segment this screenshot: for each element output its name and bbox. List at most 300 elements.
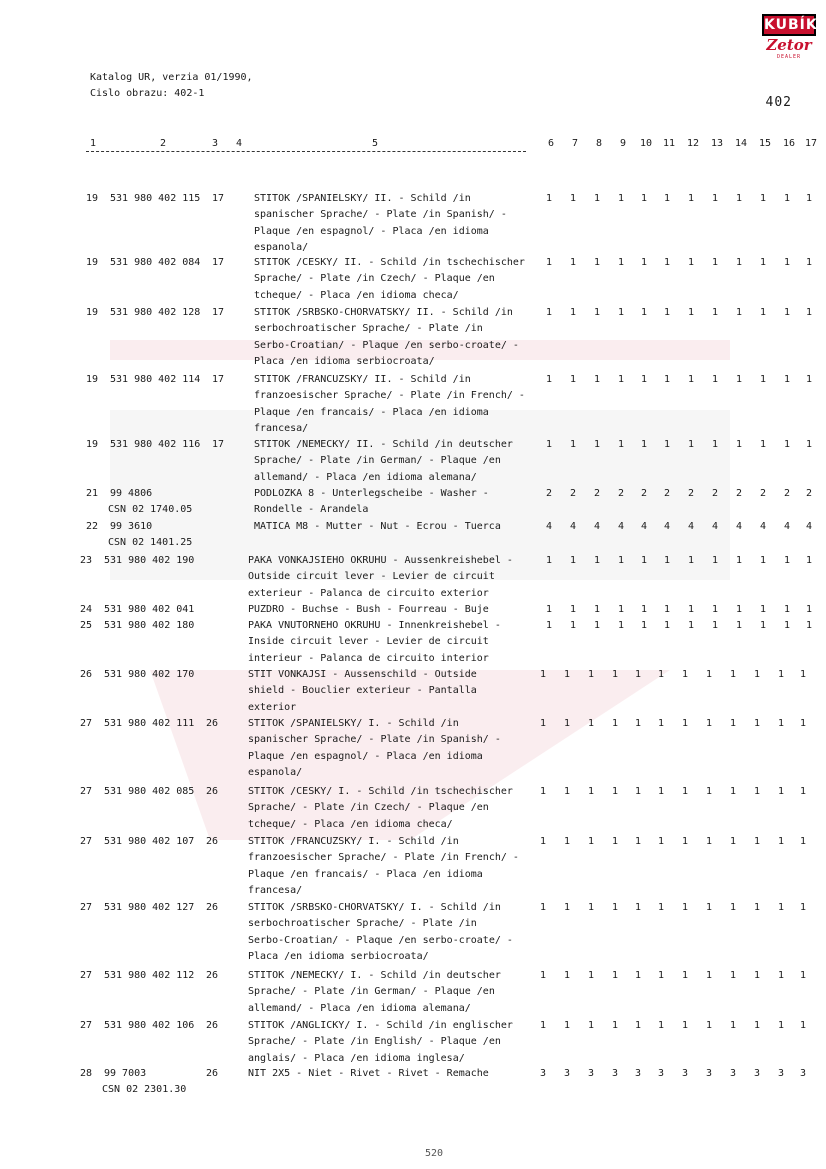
position-number: 22 xyxy=(85,521,98,532)
quantity-cell: 1 xyxy=(805,374,813,385)
quantity-cell: 1 xyxy=(805,604,813,615)
quantity-cell: 1 xyxy=(687,257,695,268)
quantity-cell: 1 xyxy=(687,307,695,318)
quantity-cell: 1 xyxy=(729,669,737,680)
reference-position: 17 xyxy=(212,307,225,318)
quantity-cell: 1 xyxy=(681,718,689,729)
quantity-cell: 1 xyxy=(777,836,785,847)
quantity-cell: 1 xyxy=(634,786,642,797)
quantity-cell: 4 xyxy=(783,521,791,532)
quantity-cell: 1 xyxy=(783,307,791,318)
part-description: STITOK /FRANCUZSKY/ II. - Schild /in franzoesischer Sprache/ - Plate /in French/ - Plaque /en francais/ - Placa /en idioma francesa/ xyxy=(254,374,525,434)
quantity-cell: 1 xyxy=(805,620,813,631)
quantity-cell: 3 xyxy=(563,1068,571,1079)
quantity-cell: 1 xyxy=(663,555,671,566)
quantity-cell: 3 xyxy=(729,1068,737,1079)
quantity-cell: 2 xyxy=(593,488,601,499)
quantity-cell: 3 xyxy=(753,1068,761,1079)
quantity-cell: 1 xyxy=(593,193,601,204)
quantity-cell: 1 xyxy=(545,555,553,566)
quantity-cell: 1 xyxy=(735,193,743,204)
quantity-cell: 1 xyxy=(681,902,689,913)
quantity-cell: 1 xyxy=(640,439,648,450)
quantity-cell: 1 xyxy=(563,1020,571,1031)
quantity-cell: 1 xyxy=(777,902,785,913)
quantity-cell: 1 xyxy=(783,439,791,450)
quantity-cell: 1 xyxy=(663,604,671,615)
position-number: 27 xyxy=(79,786,92,797)
reference-position: 26 xyxy=(206,970,219,981)
quantity-cell: 1 xyxy=(569,193,577,204)
quantity-cell: 1 xyxy=(759,374,767,385)
reference-position: 17 xyxy=(212,193,225,204)
part-description: NIT 2X5 - Niet - Rivet - Rivet - Remache xyxy=(248,1068,489,1079)
quantity-cell: 1 xyxy=(611,1020,619,1031)
standard-number: CSN 02 2301.30 xyxy=(102,1084,187,1095)
quantity-cell: 1 xyxy=(545,604,553,615)
quantity-cell: 3 xyxy=(799,1068,807,1079)
quantity-cell: 1 xyxy=(657,902,665,913)
quantity-cell: 1 xyxy=(777,786,785,797)
quantity-cell: 1 xyxy=(563,718,571,729)
quantity-cell: 1 xyxy=(729,970,737,981)
quantity-cell: 1 xyxy=(587,786,595,797)
part-number: 531 980 402 190 xyxy=(104,555,195,566)
quantity-cell: 1 xyxy=(617,193,625,204)
position-number: 27 xyxy=(79,836,92,847)
quantity-cell: 1 xyxy=(587,970,595,981)
quantity-cell: 1 xyxy=(593,257,601,268)
quantity-cell: 1 xyxy=(753,786,761,797)
quantity-cell: 1 xyxy=(711,307,719,318)
quantity-cell: 1 xyxy=(539,669,547,680)
part-number: 531 980 402 128 xyxy=(110,307,201,318)
quantity-cell: 1 xyxy=(640,257,648,268)
quantity-cell: 4 xyxy=(593,521,601,532)
quantity-cell: 1 xyxy=(569,620,577,631)
quantity-cell: 3 xyxy=(634,1068,642,1079)
quantity-cell: 1 xyxy=(640,555,648,566)
logo-dealer-text: DEALER xyxy=(776,54,802,60)
part-description: STITOK /CESKY/ II. - Schild /in tschechischer Sprache/ - Plate /in Czech/ - Plaque /en tcheque/ - Placa /en idioma checa/ xyxy=(254,257,525,301)
quantity-cell: 1 xyxy=(657,718,665,729)
quantity-cell: 1 xyxy=(587,669,595,680)
quantity-cell: 1 xyxy=(657,1020,665,1031)
quantity-cell: 4 xyxy=(735,521,743,532)
quantity-cell: 1 xyxy=(759,439,767,450)
quantity-cell: 1 xyxy=(711,620,719,631)
quantity-cell: 1 xyxy=(617,620,625,631)
part-description: MATICA M8 - Mutter - Nut - Ecrou - Tuerca xyxy=(254,521,501,532)
part-number: 531 980 402 116 xyxy=(110,439,201,450)
quantity-cell: 1 xyxy=(777,1020,785,1031)
quantity-cell: 2 xyxy=(640,488,648,499)
standard-number: CSN 02 1401.25 xyxy=(108,537,193,548)
quantity-cell: 1 xyxy=(805,193,813,204)
column-header: 12 xyxy=(687,138,700,149)
quantity-cell: 1 xyxy=(687,604,695,615)
quantity-cell: 1 xyxy=(705,786,713,797)
quantity-cell: 1 xyxy=(663,193,671,204)
quantity-cell: 1 xyxy=(569,257,577,268)
quantity-cell: 1 xyxy=(640,307,648,318)
quantity-cell: 2 xyxy=(663,488,671,499)
quantity-cell: 1 xyxy=(663,439,671,450)
quantity-cell: 1 xyxy=(634,902,642,913)
position-number: 25 xyxy=(79,620,92,631)
position-number: 28 xyxy=(79,1068,92,1079)
quantity-cell: 1 xyxy=(729,1020,737,1031)
quantity-cell: 1 xyxy=(759,257,767,268)
quantity-cell: 1 xyxy=(617,307,625,318)
quantity-cell: 3 xyxy=(777,1068,785,1079)
quantity-cell: 1 xyxy=(783,257,791,268)
quantity-cell: 1 xyxy=(569,374,577,385)
quantity-cell: 1 xyxy=(634,669,642,680)
quantity-cell: 1 xyxy=(545,439,553,450)
quantity-cell: 1 xyxy=(563,970,571,981)
quantity-cell: 1 xyxy=(759,555,767,566)
quantity-cell: 1 xyxy=(657,970,665,981)
quantity-cell: 1 xyxy=(805,439,813,450)
quantity-cell: 1 xyxy=(805,555,813,566)
quantity-cell: 1 xyxy=(687,439,695,450)
logo-zetor-text: Zetor xyxy=(766,36,812,54)
part-number: 531 980 402 041 xyxy=(104,604,195,615)
quantity-cell: 1 xyxy=(611,970,619,981)
part-description: STITOK /SRBSKO-CHORVATSKY/ I. - Schild /in serbochroatischer Sprache/ - Plate /in Serbo-Croatian/ - Plaque /en serbo-croate/ - Placa /en idioma serbiocroata/ xyxy=(248,902,513,962)
quantity-cell: 1 xyxy=(753,1020,761,1031)
quantity-cell: 1 xyxy=(799,836,807,847)
quantity-cell: 1 xyxy=(783,555,791,566)
quantity-cell: 1 xyxy=(657,836,665,847)
quantity-cell: 1 xyxy=(663,620,671,631)
quantity-cell: 1 xyxy=(705,836,713,847)
position-number: 27 xyxy=(79,970,92,981)
quantity-cell: 1 xyxy=(705,718,713,729)
quantity-cell: 1 xyxy=(587,718,595,729)
quantity-cell: 1 xyxy=(735,374,743,385)
quantity-cell: 1 xyxy=(593,374,601,385)
quantity-cell: 1 xyxy=(563,902,571,913)
part-description: PODLOZKA 8 - Unterlegscheibe - Washer - Rondelle - Arandela xyxy=(254,488,489,516)
column-header: 5 xyxy=(372,138,379,149)
part-number: 531 980 402 107 xyxy=(104,836,195,847)
part-description: PAKA VONKAJSIEHO OKRUHU - Aussenkreishebel - Outside circuit lever - Levier de circuit exterieur - Palanca de circuito exterior xyxy=(248,555,513,599)
quantity-cell: 1 xyxy=(663,307,671,318)
position-number: 24 xyxy=(79,604,92,615)
quantity-cell: 1 xyxy=(545,257,553,268)
quantity-cell: 1 xyxy=(539,718,547,729)
quantity-cell: 2 xyxy=(759,488,767,499)
quantity-cell: 1 xyxy=(799,669,807,680)
column-header: 4 xyxy=(236,138,243,149)
quantity-cell: 1 xyxy=(545,620,553,631)
quantity-cell: 1 xyxy=(617,374,625,385)
quantity-cell: 1 xyxy=(711,374,719,385)
quantity-cell: 1 xyxy=(545,307,553,318)
column-header: 9 xyxy=(620,138,627,149)
part-number: 531 980 402 127 xyxy=(104,902,195,913)
quantity-cell: 1 xyxy=(729,786,737,797)
quantity-cell: 4 xyxy=(687,521,695,532)
quantity-cell: 1 xyxy=(735,257,743,268)
quantity-cell: 3 xyxy=(611,1068,619,1079)
reference-position: 26 xyxy=(206,1068,219,1079)
column-header: 7 xyxy=(572,138,579,149)
quantity-cell: 1 xyxy=(545,193,553,204)
part-description: STITOK /SRBSKO-CHORVATSKY/ II. - Schild /in serbochroatischer Sprache/ - Plate /in Serbo-Croatian/ - Plaque /en serbo-croate/ - Placa /en idioma serbiocroata/ xyxy=(254,307,519,367)
part-description: STITOK /SPANIELSKY/ II. - Schild /in spanischer Sprache/ - Plate /in Spanish/ - Plaque /en espagnol/ - Placa /en idioma espanola/ xyxy=(254,193,507,253)
quantity-cell: 1 xyxy=(657,786,665,797)
reference-position: 26 xyxy=(206,902,219,913)
quantity-cell: 1 xyxy=(587,836,595,847)
part-number: 531 980 402 180 xyxy=(104,620,195,631)
quantity-cell: 1 xyxy=(593,604,601,615)
quantity-cell: 2 xyxy=(545,488,553,499)
quantity-cell: 1 xyxy=(634,718,642,729)
quantity-cell: 1 xyxy=(617,439,625,450)
quantity-cell: 4 xyxy=(640,521,648,532)
position-number: 27 xyxy=(79,718,92,729)
column-header: 6 xyxy=(548,138,555,149)
column-header: 17 xyxy=(805,138,818,149)
quantity-cell: 4 xyxy=(569,521,577,532)
quantity-cell: 1 xyxy=(777,970,785,981)
reference-position: 17 xyxy=(212,374,225,385)
reference-position: 17 xyxy=(212,439,225,450)
quantity-cell: 1 xyxy=(681,786,689,797)
column-header: 16 xyxy=(783,138,796,149)
position-number: 19 xyxy=(85,257,98,268)
quantity-cell: 1 xyxy=(799,1020,807,1031)
reference-position: 26 xyxy=(206,1020,219,1031)
quantity-cell: 1 xyxy=(799,718,807,729)
quantity-cell: 4 xyxy=(805,521,813,532)
quantity-cell: 1 xyxy=(593,555,601,566)
quantity-cell: 1 xyxy=(611,669,619,680)
quantity-cell: 3 xyxy=(587,1068,595,1079)
part-number: 531 980 402 084 xyxy=(110,257,201,268)
page-number: 402 xyxy=(765,95,792,110)
quantity-cell: 1 xyxy=(569,307,577,318)
column-header: 2 xyxy=(160,138,167,149)
quantity-cell: 1 xyxy=(681,669,689,680)
part-description: STIT VONKAJSI - Aussenschild - Outside shield - Bouclier exterieur - Pantalla exterior xyxy=(248,669,477,713)
header-divider xyxy=(86,151,526,152)
quantity-cell: 1 xyxy=(681,836,689,847)
quantity-cell: 1 xyxy=(640,193,648,204)
reference-position: 26 xyxy=(206,786,219,797)
position-number: 26 xyxy=(79,669,92,680)
quantity-cell: 1 xyxy=(711,257,719,268)
part-number: 531 980 402 106 xyxy=(104,1020,195,1031)
quantity-cell: 1 xyxy=(593,620,601,631)
column-header: 11 xyxy=(663,138,676,149)
quantity-cell: 1 xyxy=(569,439,577,450)
part-number: 531 980 402 111 xyxy=(104,718,195,729)
quantity-cell: 1 xyxy=(711,555,719,566)
quantity-cell: 1 xyxy=(783,193,791,204)
quantity-cell: 1 xyxy=(563,669,571,680)
column-header: 15 xyxy=(759,138,772,149)
reference-position: 26 xyxy=(206,718,219,729)
quantity-cell: 1 xyxy=(735,555,743,566)
column-header: 10 xyxy=(640,138,653,149)
quantity-cell: 2 xyxy=(783,488,791,499)
quantity-cell: 3 xyxy=(705,1068,713,1079)
part-number: 531 980 402 085 xyxy=(104,786,195,797)
position-number: 19 xyxy=(85,374,98,385)
quantity-cell: 2 xyxy=(617,488,625,499)
quantity-cell: 1 xyxy=(640,374,648,385)
quantity-cell: 1 xyxy=(663,374,671,385)
quantity-cell: 1 xyxy=(587,1020,595,1031)
quantity-cell: 1 xyxy=(587,902,595,913)
footer-number: 520 xyxy=(425,1148,444,1159)
quantity-cell: 1 xyxy=(539,1020,547,1031)
part-number: 531 980 402 112 xyxy=(104,970,195,981)
position-number: 27 xyxy=(79,902,92,913)
quantity-cell: 1 xyxy=(687,193,695,204)
quantity-cell: 1 xyxy=(563,786,571,797)
quantity-cell: 2 xyxy=(735,488,743,499)
quantity-cell: 1 xyxy=(611,718,619,729)
quantity-cell: 1 xyxy=(735,604,743,615)
part-description: STITOK /NEMECKY/ II. - Schild /in deutscher Sprache/ - Plate /in German/ - Plaque /en allemand/ - Placa /en idioma alemana/ xyxy=(254,439,513,483)
quantity-cell: 1 xyxy=(783,374,791,385)
quantity-cell: 1 xyxy=(539,836,547,847)
quantity-cell: 1 xyxy=(617,257,625,268)
part-number: 531 980 402 114 xyxy=(110,374,201,385)
quantity-cell: 1 xyxy=(617,604,625,615)
position-number: 23 xyxy=(79,555,92,566)
quantity-cell: 2 xyxy=(687,488,695,499)
part-number: 99 3610 xyxy=(110,521,153,532)
part-number: 99 7003 xyxy=(104,1068,147,1079)
quantity-cell: 1 xyxy=(783,604,791,615)
part-number: 531 980 402 115 xyxy=(110,193,201,204)
quantity-cell: 1 xyxy=(569,604,577,615)
quantity-cell: 1 xyxy=(663,257,671,268)
quantity-cell: 1 xyxy=(759,620,767,631)
part-description: PUZDRO - Buchse - Bush - Fourreau - Buje xyxy=(248,604,489,615)
quantity-cell: 1 xyxy=(657,669,665,680)
quantity-cell: 1 xyxy=(611,836,619,847)
quantity-cell: 1 xyxy=(634,1020,642,1031)
quantity-cell: 1 xyxy=(705,970,713,981)
quantity-cell: 1 xyxy=(634,970,642,981)
column-header: 1 xyxy=(90,138,97,149)
quantity-cell: 1 xyxy=(729,902,737,913)
column-header: 14 xyxy=(735,138,748,149)
quantity-cell: 1 xyxy=(711,604,719,615)
quantity-cell: 3 xyxy=(539,1068,547,1079)
quantity-cell: 1 xyxy=(705,1020,713,1031)
part-number: 99 4806 xyxy=(110,488,153,499)
reference-position: 17 xyxy=(212,257,225,268)
quantity-cell: 1 xyxy=(687,620,695,631)
position-number: 21 xyxy=(85,488,98,499)
quantity-cell: 1 xyxy=(753,902,761,913)
quantity-cell: 1 xyxy=(753,970,761,981)
quantity-cell: 1 xyxy=(799,786,807,797)
quantity-cell: 1 xyxy=(705,669,713,680)
quantity-cell: 1 xyxy=(759,193,767,204)
quantity-cell: 4 xyxy=(759,521,767,532)
column-header: 3 xyxy=(212,138,219,149)
quantity-cell: 1 xyxy=(711,193,719,204)
quantity-cell: 4 xyxy=(711,521,719,532)
quantity-cell: 1 xyxy=(753,836,761,847)
quantity-cell: 2 xyxy=(805,488,813,499)
logo-kubik-text: KUBÍK xyxy=(762,14,816,36)
quantity-cell: 1 xyxy=(617,555,625,566)
quantity-cell: 1 xyxy=(640,620,648,631)
quantity-cell: 1 xyxy=(563,836,571,847)
quantity-cell: 1 xyxy=(735,439,743,450)
quantity-cell: 3 xyxy=(657,1068,665,1079)
position-number: 19 xyxy=(85,193,98,204)
part-description: STITOK /SPANIELSKY/ I. - Schild /in spanischer Sprache/ - Plate /in Spanish/ - Plaque /en espagnol/ - Placa /en idioma espanola/ xyxy=(248,718,501,778)
standard-number: CSN 02 1740.05 xyxy=(108,504,193,515)
quantity-cell: 1 xyxy=(681,1020,689,1031)
quantity-cell: 1 xyxy=(539,970,547,981)
quantity-cell: 1 xyxy=(681,970,689,981)
kubik-zetor-logo xyxy=(762,14,816,62)
quantity-cell: 1 xyxy=(777,718,785,729)
quantity-cell: 1 xyxy=(687,374,695,385)
position-number: 19 xyxy=(85,307,98,318)
quantity-cell: 1 xyxy=(711,439,719,450)
quantity-cell: 1 xyxy=(753,718,761,729)
quantity-cell: 2 xyxy=(569,488,577,499)
column-header: 13 xyxy=(711,138,724,149)
quantity-cell: 1 xyxy=(729,718,737,729)
quantity-cell: 1 xyxy=(735,620,743,631)
quantity-cell: 1 xyxy=(805,257,813,268)
column-header: 8 xyxy=(596,138,603,149)
part-description: PAKA VNUTORNEHO OKRUHU - Innenkreishebel - Inside circuit lever - Levier de circuit interieur - Palanca de circuito interior xyxy=(248,620,501,664)
quantity-cell: 1 xyxy=(799,970,807,981)
figure-number: Cislo obrazu: 402-1 xyxy=(90,88,205,99)
quantity-cell: 4 xyxy=(545,521,553,532)
quantity-cell: 1 xyxy=(777,669,785,680)
quantity-cell: 3 xyxy=(681,1068,689,1079)
quantity-cell: 1 xyxy=(759,307,767,318)
quantity-cell: 1 xyxy=(759,604,767,615)
part-description: STITOK /FRANCUZSKY/ I. - Schild /in franzoesischer Sprache/ - Plate /in French/ - Plaque /en francais/ - Placa /en idioma francesa/ xyxy=(248,836,519,896)
quantity-cell: 1 xyxy=(799,902,807,913)
quantity-cell: 1 xyxy=(545,374,553,385)
quantity-cell: 1 xyxy=(593,439,601,450)
position-number: 27 xyxy=(79,1020,92,1031)
quantity-cell: 4 xyxy=(663,521,671,532)
quantity-cell: 1 xyxy=(783,620,791,631)
quantity-cell: 1 xyxy=(569,555,577,566)
quantity-cell: 4 xyxy=(617,521,625,532)
catalog-version: Katalog UR, verzia 01/1990, xyxy=(90,72,253,83)
part-description: STITOK /CESKY/ I. - Schild /in tschechischer Sprache/ - Plate /in Czech/ - Plaque /en tcheque/ - Placa /en idioma checa/ xyxy=(248,786,513,830)
quantity-cell: 1 xyxy=(729,836,737,847)
part-description: STITOK /ANGLICKY/ I. - Schild /in englischer Sprache/ - Plate /in English/ - Plaque /en anglais/ - Placa /en idioma inglesa/ xyxy=(248,1020,513,1064)
quantity-cell: 1 xyxy=(687,555,695,566)
quantity-cell: 1 xyxy=(805,307,813,318)
quantity-cell: 1 xyxy=(539,902,547,913)
quantity-cell: 1 xyxy=(753,669,761,680)
quantity-cell: 1 xyxy=(705,902,713,913)
reference-position: 26 xyxy=(206,836,219,847)
